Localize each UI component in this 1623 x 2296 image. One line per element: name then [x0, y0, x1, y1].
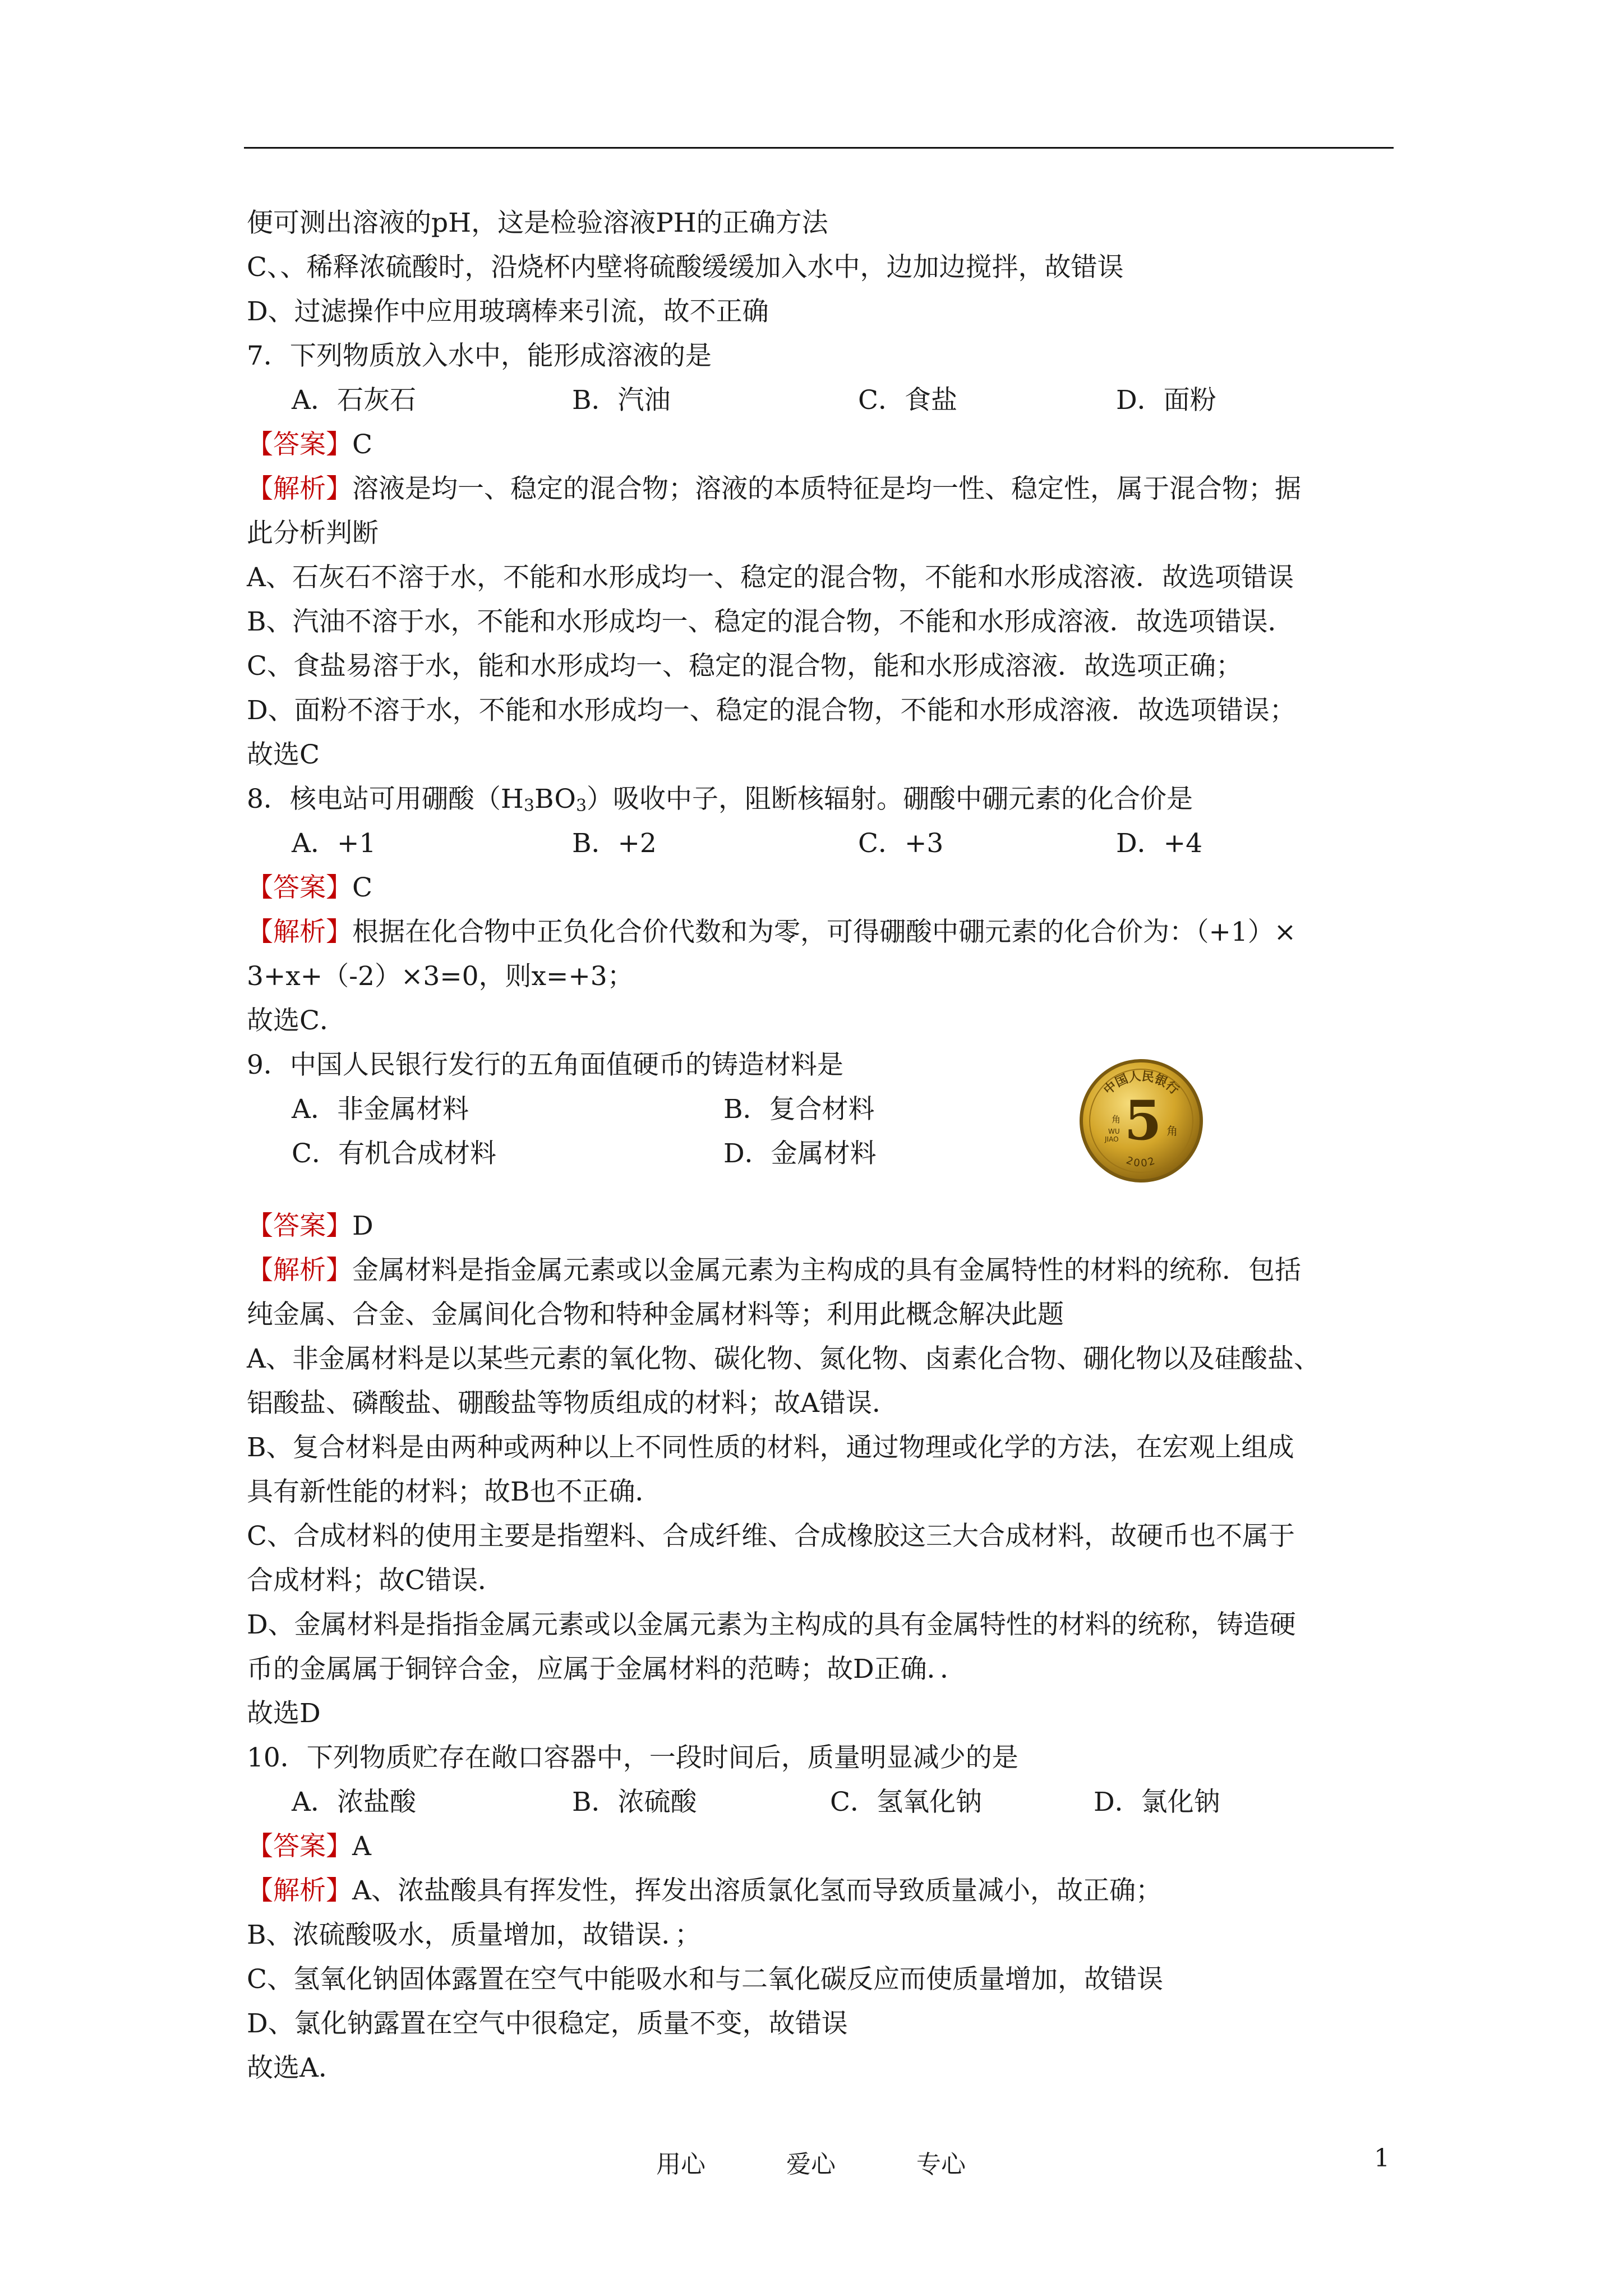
text-line: D、过滤操作中应用玻璃棒来引流，故不正确	[247, 296, 769, 327]
answer-tag: 【答案】	[247, 872, 352, 903]
text-line: 铝酸盐、磷酸盐、硼酸盐等物质组成的材料；故A错误．	[247, 1388, 898, 1419]
coin-pinyin-2: JIAO	[1105, 1135, 1119, 1143]
analysis-text: 溶液是均一、稳定的混合物；溶液的本质特征是均一性、稳定性，属于混合物；据	[352, 473, 1301, 504]
text-line: 故选C	[247, 739, 320, 770]
option-a: A．+1	[292, 828, 376, 859]
coin-small-char: 角	[1112, 1114, 1121, 1125]
text-line: D、面粉不溶于水，不能和水形成均一、稳定的混合物，不能和水形成溶液．故选项错误；	[247, 695, 1296, 726]
analysis-tag: 【解析】	[247, 1875, 352, 1906]
options-row	[247, 1087, 1396, 1131]
option-a: A．石灰石	[292, 385, 416, 416]
answer-value: C	[352, 429, 372, 460]
option-c: C．食盐	[858, 385, 957, 416]
question-7-stem: 7．下列物质放入水中，能形成溶液的是	[247, 341, 712, 371]
coin-pinyin-1: WU	[1108, 1128, 1120, 1135]
question-8-stem	[247, 777, 1396, 821]
text-line: 具有新性能的材料；故B也不正确．	[247, 1476, 662, 1507]
option-c: C．+3	[858, 828, 944, 859]
text-line: 故选C．	[247, 1005, 346, 1036]
text-line: A、石灰石不溶于水，不能和水形成均一、稳定的混合物，不能和水形成溶液．故选项错误	[247, 562, 1294, 593]
option-c: C．有机合成材料	[292, 1138, 496, 1169]
text-line: A、非金属材料是以某些元素的氧化物、碳化物、氮化物、卤素化合物、硼化物以及硅酸盐、	[247, 1343, 1320, 1374]
text-line: C、食盐易溶于水，能和水形成均一、稳定的混合物，能和水形成溶液．故选项正确；	[247, 651, 1242, 682]
question-8-analysis	[247, 910, 1396, 954]
answer-tag: 【答案】	[247, 1831, 352, 1862]
option-d: D．金属材料	[723, 1138, 877, 1169]
text-line: C、氢氧化钠固体露置在空气中能吸水和与二氧化碳反应而使质量增加，故错误	[247, 1964, 1163, 1995]
footer-word: 用心	[656, 2150, 706, 2179]
text-line: D、金属材料是指指金属元素或以金属元素为主构成的具有金属特性的材料的统称，铸造硬	[247, 1609, 1296, 1640]
answer-value: D	[352, 1211, 374, 1241]
text-line: 故选D	[247, 1698, 321, 1729]
text-line: 合成材料；故C错误．	[247, 1565, 504, 1596]
question-7-options	[247, 378, 1396, 422]
page-number: 1	[1374, 2144, 1390, 2173]
option-d: D．氯化钠	[1094, 1787, 1220, 1818]
subscript: 3	[575, 796, 587, 816]
analysis-text: 金属材料是指金属元素或以金属元素为主构成的具有金属特性的材料的统称．包括	[352, 1255, 1301, 1286]
question-10-stem: 10．下列物质贮存在敞口容器中，一段时间后，质量明显减少的是	[247, 1742, 1018, 1773]
option-d: D．面粉	[1116, 385, 1216, 416]
text-line: 便可测出溶液的pH，这是检验溶液PH的正确方法	[247, 208, 828, 238]
text-line: B、复合材料是由两种或两种以上不同性质的材料，通过物理或化学的方法，在宏观上组成	[247, 1432, 1294, 1463]
question-7-analysis	[247, 467, 1396, 511]
question-8-options	[247, 821, 1396, 866]
question-9-answer	[247, 1204, 1396, 1248]
options-row	[247, 1131, 1396, 1176]
document-content	[247, 201, 1396, 2090]
spacer	[247, 1176, 1396, 1204]
footer-word: 爱心	[786, 2150, 836, 2179]
five-jiao-coin-image	[1077, 1056, 1206, 1185]
text-line: 币的金属属于铜锌合金，应属于金属材料的范畴；故D正确．．	[247, 1654, 967, 1685]
stem-part: BO	[534, 784, 576, 815]
question-7-answer	[247, 422, 1396, 467]
option-c: C．氢氧化钠	[830, 1787, 982, 1818]
option-a: A．浓盐酸	[292, 1787, 416, 1818]
answer-value: A	[352, 1831, 371, 1862]
text-line: 3+x+（-2）×3=0，则x=+3；	[247, 961, 634, 992]
question-9-analysis	[247, 1248, 1396, 1292]
header-rule	[244, 147, 1394, 149]
option-b: B．浓硫酸	[572, 1787, 697, 1818]
analysis-tag: 【解析】	[247, 473, 352, 504]
text-line: 故选A．	[247, 2053, 345, 2083]
answer-tag: 【答案】	[247, 429, 352, 460]
stem-part: ）吸收中子，阻断核辐射。硼酸中硼元素的化合价是	[587, 784, 1193, 815]
stem-part: 8．核电站可用硼酸（H	[247, 784, 524, 815]
footer-motto	[656, 2144, 1039, 2180]
coin-top-text: 中国人民银行	[1101, 1069, 1182, 1098]
text-line: C、合成材料的使用主要是指塑料、合成纤维、合成橡胶这三大合成材料，故硬币也不属于	[247, 1521, 1295, 1552]
text-line: C、、稀释浓硫酸时，沿烧杯内壁将硫酸缓缓加入水中，边加边搅拌，故错误	[247, 252, 1124, 283]
question-9-stem: 9．中国人民银行发行的五角面值硬币的铸造材料是	[247, 1050, 843, 1080]
text-line: D、氯化钠露置在空气中很稳定，质量不变，故错误	[247, 2008, 848, 2039]
subscript: 3	[523, 796, 534, 816]
text-line: 此分析判断	[247, 518, 379, 549]
analysis-tag: 【解析】	[247, 917, 352, 947]
option-b: B．汽油	[572, 385, 671, 416]
analysis-text: 根据在化合物中正负化合价代数和为零，可得硼酸中硼元素的化合价为：（+1）×	[352, 917, 1297, 947]
option-a: A．非金属材料	[292, 1094, 469, 1125]
analysis-text: A、浓盐酸具有挥发性，挥发出溶质氯化氢而导致质量减小，故正确；	[352, 1875, 1162, 1906]
coin-unit: 角	[1166, 1124, 1178, 1138]
question-10-options	[247, 1780, 1396, 1824]
option-b: B．+2	[572, 828, 657, 859]
footer-word: 专心	[916, 2150, 966, 2179]
coin-year: 2002	[1124, 1154, 1158, 1170]
text-line: 纯金属、合金、金属间化合物和特种金属材料等；利用此概念解决此题	[247, 1299, 1064, 1330]
option-d: D．+4	[1116, 828, 1202, 859]
question-8-answer	[247, 866, 1396, 910]
text-line: B、汽油不溶于水，不能和水形成均一、稳定的混合物，不能和水形成溶液．故选项错误．	[247, 606, 1294, 637]
analysis-tag: 【解析】	[247, 1255, 352, 1286]
answer-value: C	[352, 872, 372, 903]
question-10-answer	[247, 1824, 1396, 1869]
answer-tag: 【答案】	[247, 1211, 352, 1241]
question-10-analysis	[247, 1869, 1396, 1913]
option-b: B．复合材料	[723, 1094, 875, 1125]
question-9-options	[247, 1069, 1396, 1176]
text-line: B、浓硫酸吸水，质量增加，故错误．；	[247, 1920, 702, 1950]
coin-value: 5	[1124, 1089, 1162, 1152]
